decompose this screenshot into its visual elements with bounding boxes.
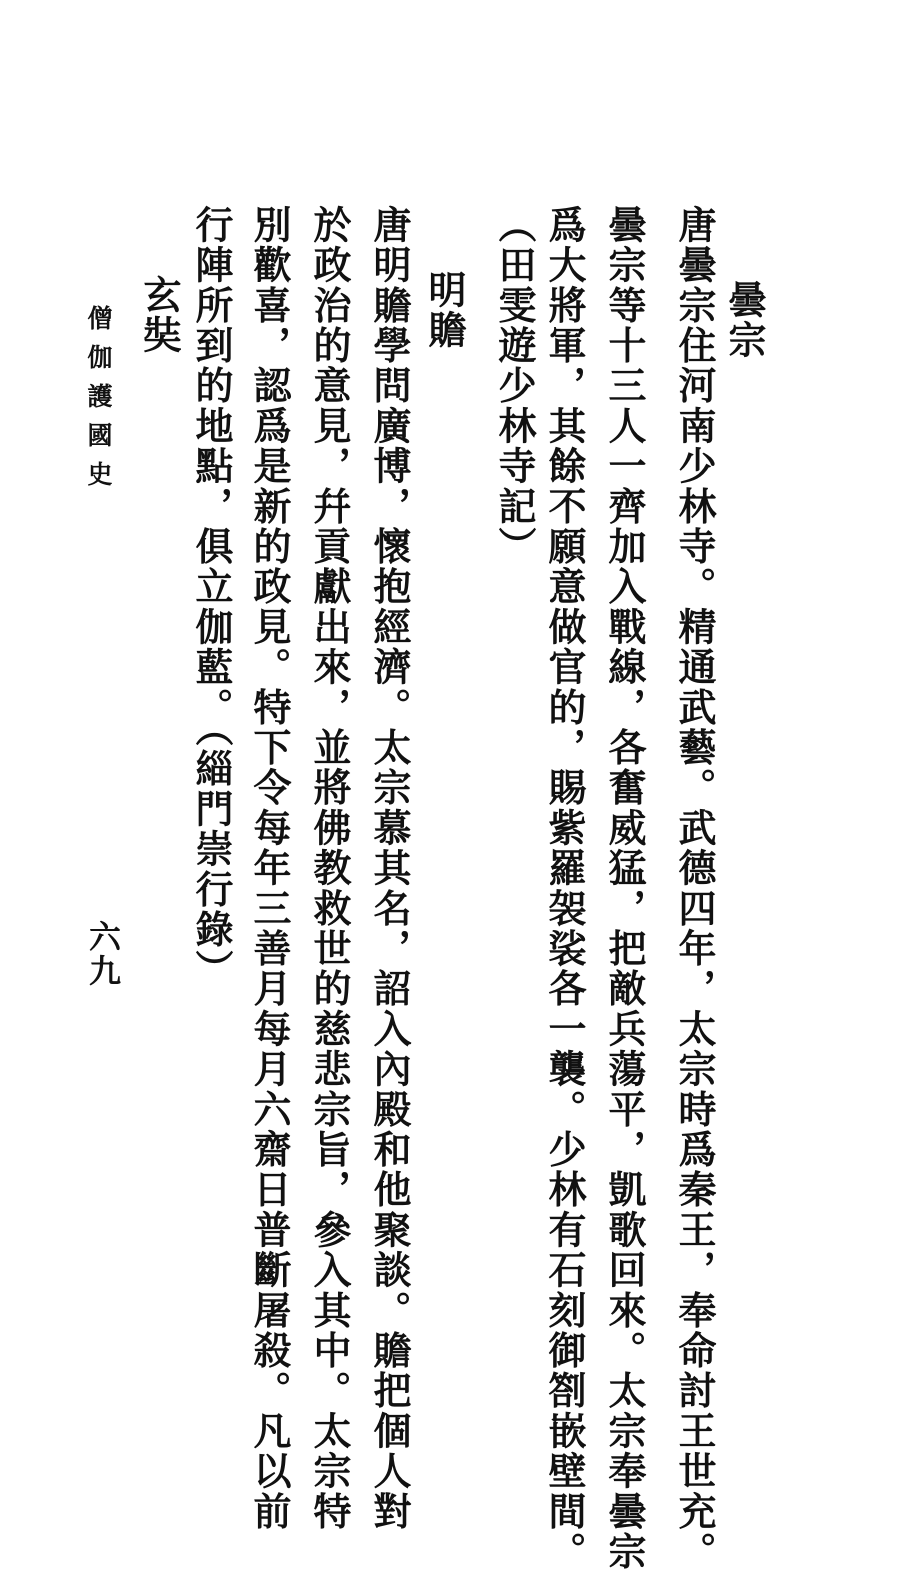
- text-line: 行陣所到的地點，俱立伽藍。（緇門崇行錄）: [189, 205, 234, 990]
- text-line: 於政治的意見，幷貢獻出來，並將佛教救世的慈悲宗旨，參入其中。太宗特: [307, 205, 352, 1532]
- text-line: 唐曇宗住河南少林寺。精通武藝。武德四年，太宗時爲秦王，奉命討王世充。: [672, 205, 717, 1572]
- text-line: 爲大將軍，其餘不願意做官的，賜紫羅袈裟各一襲。少林有石刻御劄嵌壁間。: [542, 205, 587, 1572]
- running-header: 僧伽護國史: [84, 305, 113, 500]
- section-title-xuanzang: 玄奘: [137, 275, 182, 355]
- section-title-tanzong: 曇宗: [722, 280, 767, 360]
- text-line: 曇宗等十三人一齊加入戰線，各奮威猛，把敵兵蕩平，凱歌回來。太宗奉曇宗: [602, 205, 647, 1572]
- text-line: 別歡喜，認爲是新的政見。特下令每年三善月每月六齋日普斷屠殺。凡以前: [247, 205, 292, 1532]
- text-line: 唐明贍學問廣博，懷抱經濟。太宗慕其名，詔入內殿和他聚談。贍把個人對: [367, 205, 412, 1532]
- source-citation: （田雯遊少林寺記）: [492, 205, 537, 567]
- page-number: 六九: [84, 920, 122, 988]
- section-title-mingshan: 明贍: [422, 270, 467, 350]
